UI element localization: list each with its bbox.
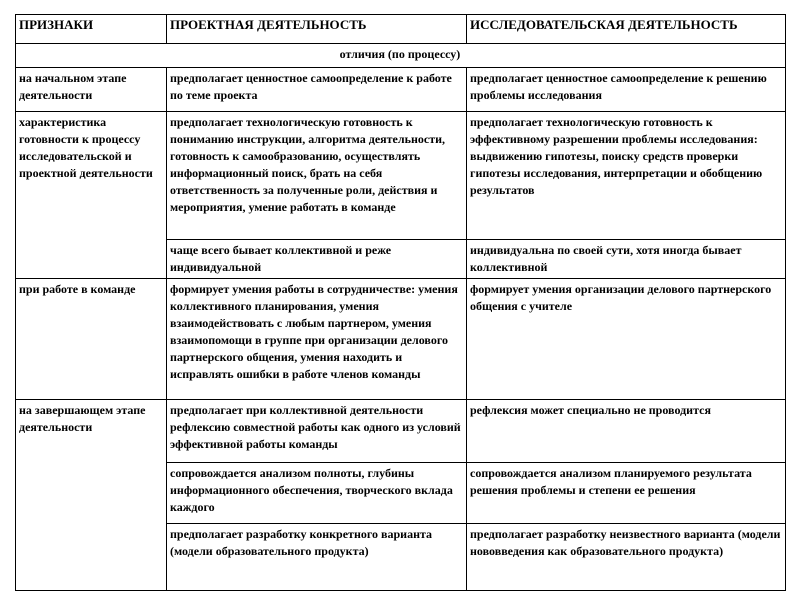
table-header-row xyxy=(16,15,786,44)
research-cell: сопровождается анализом планируемого результата решения проблемы и степени ее решения xyxy=(467,463,786,524)
research-cell: формирует умения организации делового партнерского общения с учителе xyxy=(467,279,786,400)
table-row xyxy=(16,279,786,400)
research-cell: индивидуальна по своей сути, хотя иногда бывает коллективной xyxy=(467,240,786,279)
project-cell: предполагает ценностное самоопределение к работе по теме проекта xyxy=(167,68,467,112)
project-cell: формирует умения работы в сотрудничестве: умения коллективного планирования, умения взаимодействовать с любым партнером, умения взаимопомощи в группе при организации делового партнерского общения, умения находить и исправлять ошибки в работе членов команды xyxy=(167,279,467,400)
feature-cell: характеристика готовности к процессу исследовательской и проектной деятельности xyxy=(16,112,167,279)
feature-cell: на завершающем этапе деятельности xyxy=(16,400,167,591)
research-cell: предполагает технологическую готовность к эффективному разрешении проблемы исследования: выдвижению гипотезы, поиску средств проверки гипотезы исследования, интерпретации и обобщению результатов xyxy=(467,112,786,240)
research-cell: предполагает разработку неизвестного варианта (модели нововведения как образовательного продукта) xyxy=(467,524,786,591)
section-row-differences xyxy=(16,44,786,68)
table-row xyxy=(16,68,786,112)
project-cell: предполагает разработку конкретного варианта (модели образовательного продукта) xyxy=(167,524,467,591)
project-cell: чаще всего бывает коллективной и реже индивидуальной xyxy=(167,240,467,279)
table-row xyxy=(16,112,786,240)
project-cell: предполагает при коллективной деятельности рефлексию совместной работы как одного из условий эффективной работы команды xyxy=(167,400,467,463)
feature-cell: при работе в команде xyxy=(16,279,167,400)
section-title: отличия (по процессу) xyxy=(16,44,786,68)
project-cell: сопровождается анализом полноты, глубины информационного обеспечения, творческого вклада каждого xyxy=(167,463,467,524)
research-cell: рефлексия может специально не проводится xyxy=(467,400,786,463)
header-project-activity: ПРОЕКТНАЯ ДЕЯТЕЛЬНОСТЬ xyxy=(167,15,467,44)
table-row xyxy=(16,400,786,463)
comparison-table xyxy=(15,14,786,591)
research-cell: предполагает ценностное самоопределение к решению проблемы исследования xyxy=(467,68,786,112)
header-features: ПРИЗНАКИ xyxy=(16,15,167,44)
feature-cell: на начальном этапе деятельности xyxy=(16,68,167,112)
header-research-activity: ИССЛЕДОВАТЕЛЬСКАЯ ДЕЯТЕЛЬНОСТЬ xyxy=(467,15,786,44)
project-cell: предполагает технологическую готовность к пониманию инструкции, алгоритма деятельности, готовность к самообразованию, осуществлять информационный поиск, брать на себя ответственность за полученные роли, действия и мероприятия, умение работать в команде xyxy=(167,112,467,240)
